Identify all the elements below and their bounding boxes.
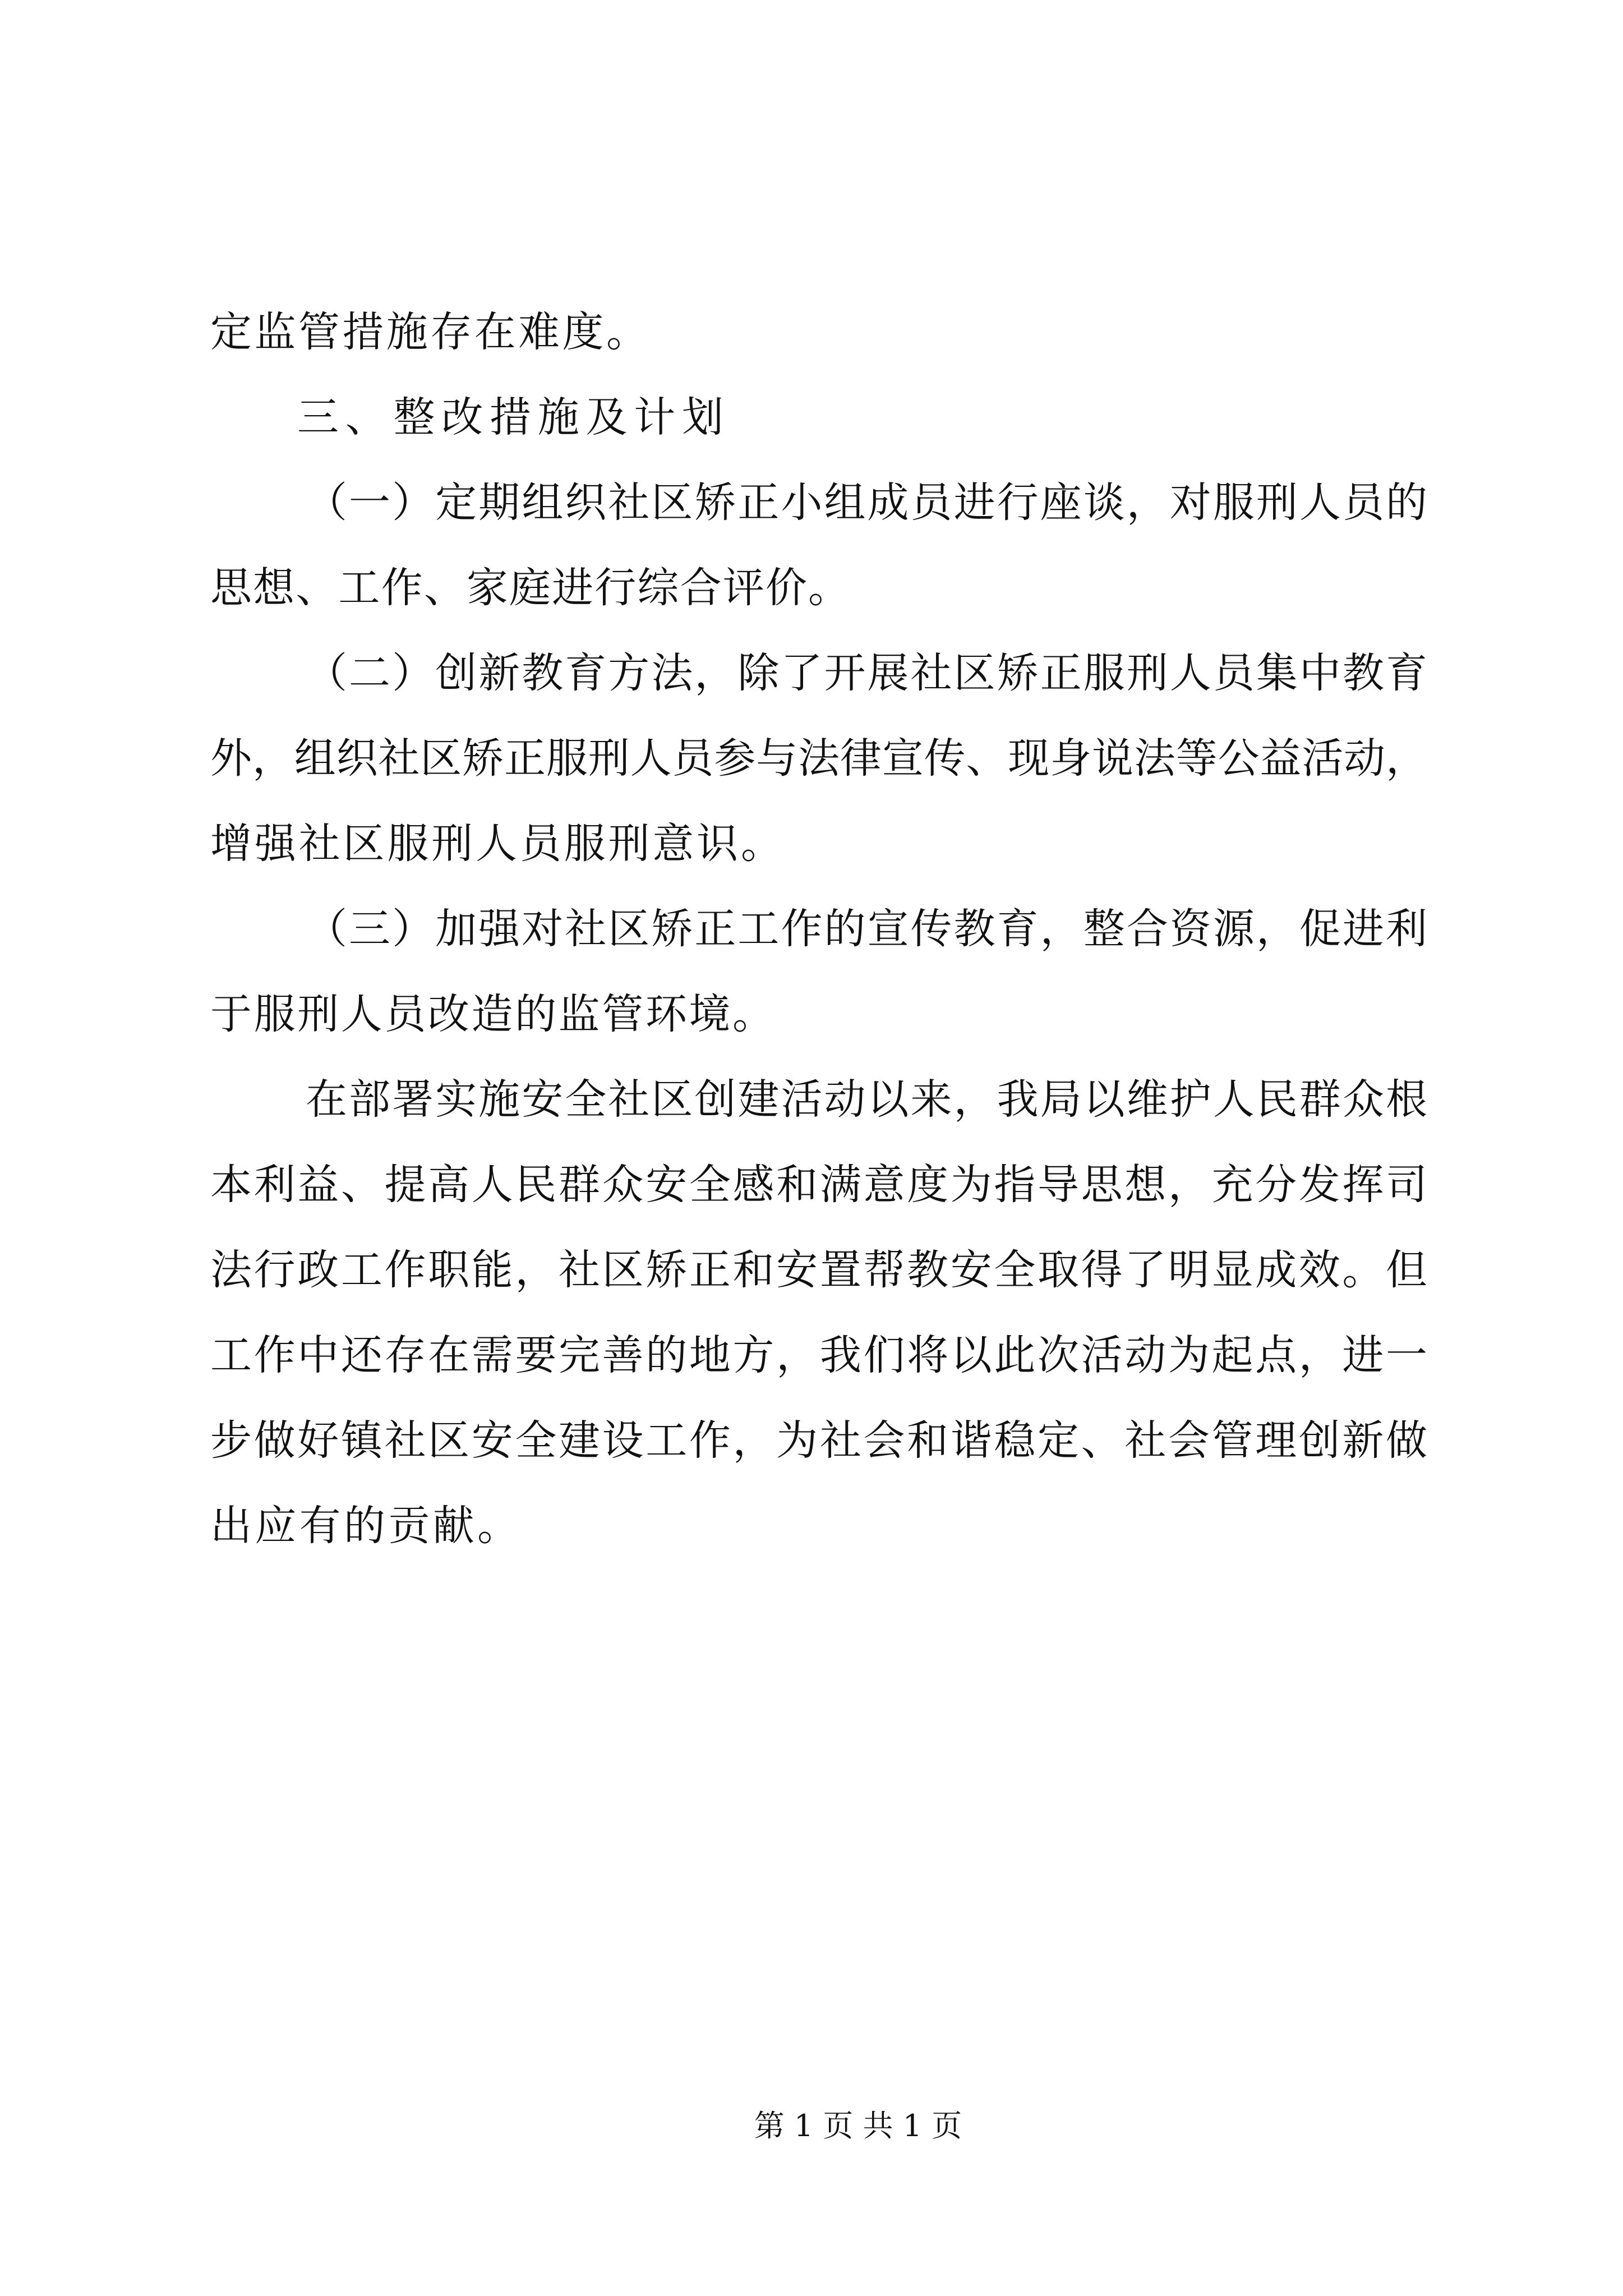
body-line — [0, 1062, 1623, 1137]
line-text: 本利益、提高人民群众安全感和满意度为指导思想，充分发挥司 — [210, 1161, 1427, 1209]
body-line — [0, 807, 1623, 881]
line-text: 增强社区服刑人员服刑意识。 — [210, 820, 782, 868]
line-text: （三）加强对社区矫正工作的宣传教育，整合资源，促进利 — [306, 905, 1427, 953]
body-line — [0, 721, 1623, 795]
body-line — [0, 1148, 1623, 1222]
body-line — [0, 892, 1623, 966]
page-number-footer: 第 1 页 共 1 页 — [754, 2108, 962, 2143]
body-line — [0, 1489, 1623, 1563]
section-heading — [0, 380, 1623, 454]
line-text: 在部署实施安全社区创建活动以来，我局以维护人民群众根 — [306, 1075, 1427, 1124]
line-text: 法行政工作职能，社区矫正和安置帮教安全取得了明显成效。但 — [210, 1246, 1427, 1294]
body-line — [0, 295, 1623, 369]
line-text: （二）创新教育方法，除了开展社区矫正服刑人员集中教育 — [306, 649, 1427, 697]
line-text: 步做好镇社区安全建设工作，为社会和谐稳定、社会管理创新做 — [210, 1416, 1427, 1465]
body-line — [0, 551, 1623, 625]
body-line — [0, 1233, 1623, 1307]
line-text: 于服刑人员改造的监管环境。 — [210, 990, 774, 1038]
line-text: 三、整改措施及计划 — [297, 393, 723, 441]
line-text: 出应有的贡献。 — [210, 1502, 519, 1550]
line-text: （一）定期组织社区矫正小组成员进行座谈，对服刑人员的 — [306, 478, 1427, 527]
line-text: 思想、工作、家庭进行综合评价。 — [210, 564, 850, 612]
body-line — [0, 1318, 1623, 1392]
body-line — [0, 977, 1623, 1051]
body-line — [0, 1404, 1623, 1478]
line-text: 定监管措施存在难度。 — [210, 308, 648, 356]
line-text: 外，组织社区矫正服刑人员参与法律宣传、现身说法等公益活动， — [210, 734, 1427, 783]
body-line — [0, 636, 1623, 710]
line-text: 工作中还存在需要完善的地方，我们将以此次活动为起点，进一 — [210, 1331, 1427, 1379]
body-line — [0, 466, 1623, 540]
